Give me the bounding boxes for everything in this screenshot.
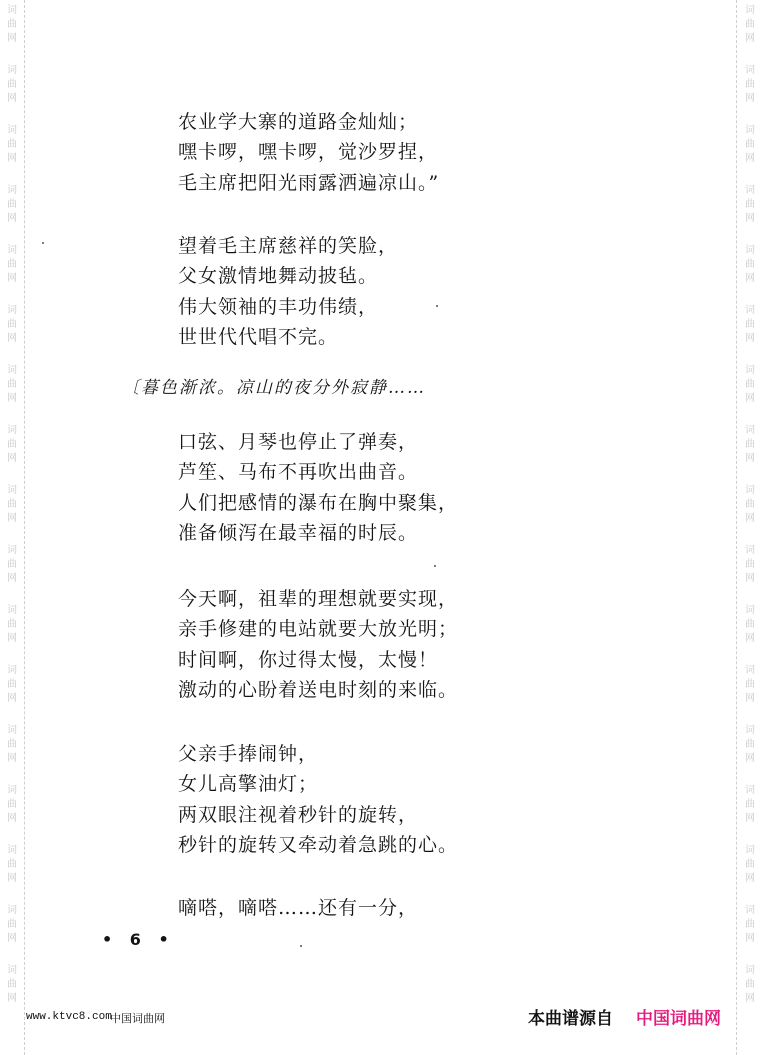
watermark-char: 网 xyxy=(745,753,755,764)
watermark-char: 网 xyxy=(745,273,755,284)
watermark-group xyxy=(741,364,759,406)
watermark-char: 词 xyxy=(745,425,755,436)
left-page-border xyxy=(24,0,25,1055)
watermark-char: 曲 xyxy=(7,859,17,870)
watermark-char: 词 xyxy=(745,725,755,736)
scan-speck xyxy=(434,565,436,567)
watermark-char: 网 xyxy=(7,753,17,764)
watermark-char: 网 xyxy=(7,513,17,524)
stage-direction: 〔暮色渐浓。凉山的夜分外寂静…… xyxy=(122,378,426,398)
watermark-group xyxy=(3,724,21,766)
watermark-group xyxy=(3,184,21,226)
watermark-char: 网 xyxy=(745,573,755,584)
watermark-group xyxy=(741,64,759,106)
watermark-char: 网 xyxy=(7,93,17,104)
watermark-char: 网 xyxy=(745,993,755,1004)
watermark-group xyxy=(3,304,21,346)
watermark-char: 网 xyxy=(745,393,755,404)
footer-url: www.ktvc8.com xyxy=(26,1011,112,1023)
watermark-group xyxy=(741,124,759,166)
watermark-group xyxy=(741,304,759,346)
poem-line: 激动的心盼着送电时刻的来临。 xyxy=(178,679,459,701)
watermark-char: 曲 xyxy=(7,139,17,150)
poem-line: 人们把感情的瀑布在胸中聚集， xyxy=(178,492,459,514)
poem-line: 芦笙、马布不再吹出曲音。 xyxy=(178,461,419,483)
watermark-char: 网 xyxy=(745,33,755,44)
watermark-char: 词 xyxy=(745,545,755,556)
watermark-char: 网 xyxy=(745,333,755,344)
watermark-group xyxy=(3,964,21,1006)
watermark-char: 曲 xyxy=(7,619,17,630)
watermark-char: 网 xyxy=(7,693,17,704)
footer-site-name: 中国词曲网 xyxy=(110,1012,165,1025)
watermark-char: 词 xyxy=(7,605,17,616)
watermark-char: 曲 xyxy=(7,319,17,330)
watermark-char: 词 xyxy=(7,545,17,556)
watermark-char: 网 xyxy=(7,573,17,584)
watermark-group xyxy=(741,724,759,766)
watermark-char: 曲 xyxy=(7,979,17,990)
watermark-char: 网 xyxy=(745,933,755,944)
watermark-char: 词 xyxy=(7,425,17,436)
poem-line: 伟大领袖的丰功伟绩， xyxy=(178,296,379,318)
watermark-group xyxy=(3,784,21,826)
watermark-char: 网 xyxy=(7,933,17,944)
poem-line: 父女激情地舞动披毡。 xyxy=(178,265,379,287)
watermark-char: 词 xyxy=(745,485,755,496)
watermark-char: 词 xyxy=(7,965,17,976)
watermark-char: 网 xyxy=(745,93,755,104)
watermark-char: 词 xyxy=(7,905,17,916)
watermark-char: 网 xyxy=(7,213,17,224)
poem-line: 嘿卡啰，嘿卡啰，觉沙罗捏， xyxy=(178,141,439,163)
watermark-group xyxy=(3,904,21,946)
watermark-group xyxy=(3,244,21,286)
watermark-char: 曲 xyxy=(7,79,17,90)
watermark-char: 词 xyxy=(745,785,755,796)
watermark-group xyxy=(741,664,759,706)
watermark-char: 曲 xyxy=(7,19,17,30)
watermark-char: 词 xyxy=(7,305,17,316)
watermark-char: 曲 xyxy=(745,979,755,990)
watermark-group xyxy=(741,964,759,1006)
poem-line: 秒针的旋转又牵动着急跳的心。 xyxy=(178,834,459,856)
watermark-group xyxy=(741,904,759,946)
watermark-group xyxy=(3,424,21,466)
watermark-group xyxy=(3,484,21,526)
watermark-group xyxy=(741,844,759,886)
watermark-char: 曲 xyxy=(7,739,17,750)
watermark-group xyxy=(741,184,759,226)
watermark-char: 词 xyxy=(7,665,17,676)
watermark-char: 曲 xyxy=(745,439,755,450)
watermark-char: 曲 xyxy=(7,799,17,810)
watermark-char: 网 xyxy=(745,513,755,524)
poem-line: 时间啊，你过得太慢，太慢！ xyxy=(178,649,439,671)
watermark-char: 词 xyxy=(7,185,17,196)
watermark-group xyxy=(741,604,759,646)
watermark-char: 曲 xyxy=(745,319,755,330)
watermark-char: 词 xyxy=(7,785,17,796)
watermark-char: 网 xyxy=(745,213,755,224)
watermark-char: 网 xyxy=(745,153,755,164)
watermark-char: 网 xyxy=(745,633,755,644)
watermark-char: 网 xyxy=(7,33,17,44)
footer-source-label: 本曲谱源自 xyxy=(528,1009,613,1029)
poem-line: 今天啊，祖辈的理想就要实现， xyxy=(178,588,459,610)
right-page-border xyxy=(736,0,737,1055)
watermark-char: 词 xyxy=(7,245,17,256)
watermark-char: 词 xyxy=(7,125,17,136)
watermark-char: 网 xyxy=(7,333,17,344)
watermark-char: 网 xyxy=(7,993,17,1004)
watermark-char: 曲 xyxy=(745,19,755,30)
watermark-char: 词 xyxy=(7,65,17,76)
scan-speck xyxy=(300,945,302,947)
watermark-char: 网 xyxy=(745,693,755,704)
watermark-group xyxy=(3,64,21,106)
poem-line: 亲手修建的电站就要大放光明； xyxy=(178,618,459,640)
watermark-char: 网 xyxy=(7,393,17,404)
watermark-char: 词 xyxy=(745,185,755,196)
watermark-char: 词 xyxy=(745,245,755,256)
watermark-char: 曲 xyxy=(745,259,755,270)
poem-line: 望着毛主席慈祥的笑脸， xyxy=(178,235,399,257)
watermark-group xyxy=(3,664,21,706)
poem-line: 准备倾泻在最幸福的时辰。 xyxy=(178,522,419,544)
watermark-char: 曲 xyxy=(7,919,17,930)
poem-line: 世世代代唱不完。 xyxy=(178,326,339,348)
watermark-char: 词 xyxy=(745,65,755,76)
watermark-char: 网 xyxy=(7,153,17,164)
watermark-char: 曲 xyxy=(745,679,755,690)
scan-speck xyxy=(436,305,438,307)
watermark-char: 曲 xyxy=(7,439,17,450)
watermark-char: 词 xyxy=(745,5,755,16)
scan-speck xyxy=(42,242,44,244)
watermark-char: 曲 xyxy=(7,379,17,390)
watermark-group xyxy=(741,784,759,826)
watermark-group xyxy=(3,844,21,886)
watermark-group xyxy=(3,604,21,646)
watermark-char: 网 xyxy=(7,273,17,284)
watermark-group xyxy=(741,424,759,466)
poem-line: 农业学大寨的道路金灿灿； xyxy=(178,111,419,133)
watermark-char: 词 xyxy=(745,125,755,136)
poem-line: 嘀嗒，嘀嗒……还有一分， xyxy=(178,897,419,919)
watermark-char: 词 xyxy=(7,365,17,376)
watermark-group xyxy=(3,364,21,406)
poem-line: 口弦、月琴也停止了弹奏， xyxy=(178,431,419,453)
watermark-char: 曲 xyxy=(745,79,755,90)
watermark-char: 曲 xyxy=(745,199,755,210)
watermark-char: 曲 xyxy=(745,859,755,870)
poem-line: 两双眼注视着秒针的旋转， xyxy=(178,804,419,826)
watermark-char: 网 xyxy=(745,813,755,824)
watermark-group xyxy=(3,124,21,166)
watermark-char: 词 xyxy=(745,905,755,916)
watermark-char: 网 xyxy=(745,453,755,464)
watermark-group xyxy=(3,4,21,46)
watermark-char: 词 xyxy=(7,485,17,496)
watermark-group xyxy=(741,4,759,46)
watermark-char: 词 xyxy=(7,5,17,16)
watermark-char: 网 xyxy=(7,813,17,824)
watermark-char: 曲 xyxy=(745,919,755,930)
watermark-char: 词 xyxy=(745,605,755,616)
watermark-char: 网 xyxy=(7,633,17,644)
watermark-char: 曲 xyxy=(7,199,17,210)
watermark-group xyxy=(741,244,759,286)
watermark-char: 曲 xyxy=(745,139,755,150)
watermark-group xyxy=(741,544,759,586)
watermark-char: 网 xyxy=(7,873,17,884)
watermark-char: 词 xyxy=(745,665,755,676)
page-number: • 6 • xyxy=(102,930,175,949)
watermark-char: 网 xyxy=(7,453,17,464)
watermark-char: 词 xyxy=(745,965,755,976)
watermark-char: 曲 xyxy=(7,559,17,570)
watermark-char: 曲 xyxy=(745,379,755,390)
watermark-char: 曲 xyxy=(745,619,755,630)
watermark-char: 曲 xyxy=(745,739,755,750)
watermark-char: 词 xyxy=(7,725,17,736)
watermark-char: 曲 xyxy=(7,259,17,270)
watermark-char: 曲 xyxy=(7,499,17,510)
poem-line: 女儿高擎油灯； xyxy=(178,773,319,795)
watermark-char: 曲 xyxy=(745,499,755,510)
watermark-group xyxy=(741,484,759,526)
watermark-char: 词 xyxy=(745,845,755,856)
watermark-char: 曲 xyxy=(7,679,17,690)
poem-line: 毛主席把阳光雨露洒遍凉山。” xyxy=(178,172,440,194)
watermark-char: 词 xyxy=(745,365,755,376)
watermark-char: 词 xyxy=(7,845,17,856)
watermark-char: 词 xyxy=(745,305,755,316)
poem-line: 父亲手捧闹钟， xyxy=(178,743,319,765)
watermark-char: 网 xyxy=(745,873,755,884)
watermark-char: 曲 xyxy=(745,559,755,570)
watermark-char: 曲 xyxy=(745,799,755,810)
watermark-group xyxy=(3,544,21,586)
footer-brand: 中国词曲网 xyxy=(636,1009,721,1029)
